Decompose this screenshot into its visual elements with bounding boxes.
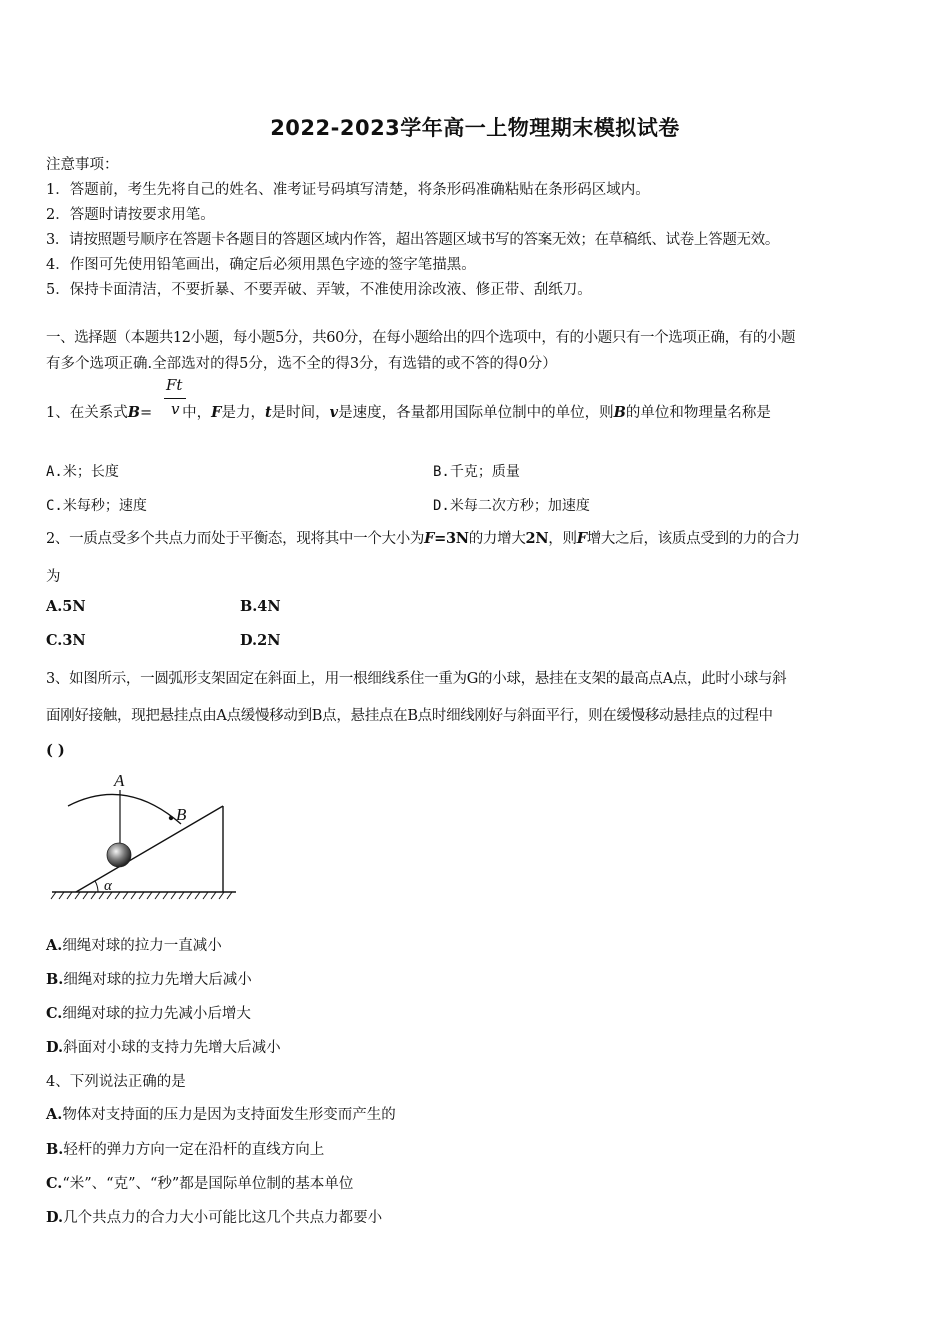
q1-var-t: t xyxy=(264,404,272,421)
q3-option-a[interactable]: A.细绳对球的拉力一直减小 xyxy=(46,937,222,954)
q2-option-b[interactable]: B.4N xyxy=(240,598,281,615)
point-b xyxy=(169,816,173,820)
q2-option-d[interactable]: D.2N xyxy=(240,632,281,649)
q2-var-f: F xyxy=(424,530,435,547)
q3-option-c[interactable]: C.细绳对球的拉力先减小后增大 xyxy=(46,1005,251,1022)
ball xyxy=(107,843,131,867)
q1-option-d[interactable]: D.米每二次方秒；加速度 xyxy=(433,498,590,514)
q1-suffix: 的单位和物理量名称是 xyxy=(625,405,771,421)
support-arc xyxy=(68,794,181,824)
notice-item-2: 2．答题时请按要求用笔。 xyxy=(46,207,215,223)
q4-option-c[interactable]: C.“米”、“克”、“秒”都是国际单位制的基本单位 xyxy=(46,1175,354,1192)
q1-var-b2: B xyxy=(613,404,626,421)
q2-stem-line2: 为 xyxy=(46,569,61,585)
q1-var-f: F xyxy=(211,404,222,421)
q2-text-a: 2、一质点受多个共点力而处于平衡态，现将其中一个大小为 xyxy=(46,531,425,547)
q1-var-v: v xyxy=(329,404,339,421)
q3-stem-line1: 3、如图所示，一圆弧形支架固定在斜面上，用一根细线系住一重为G的小球，悬挂在支架的最高点A点，此时小球与斜 xyxy=(46,671,787,687)
q4-stem: 4、下列说法正确的是 xyxy=(46,1074,186,1090)
label-alpha: α xyxy=(104,878,112,894)
q1-option-b[interactable]: B.千克；质量 xyxy=(433,464,520,480)
notice-item-4: 4．作图可先使用铅笔画出，确定后必须用黑色字迹的签字笔描黑。 xyxy=(46,257,476,273)
q1-mid1: 中， xyxy=(182,405,212,421)
section-heading-line2: 有多个选项正确.全部选对的得5分，选不全的得3分，有选错的或不答的得0分） xyxy=(46,356,557,372)
q1-stem xyxy=(46,401,771,422)
label-b: B xyxy=(176,805,187,824)
q3-figure xyxy=(46,766,246,906)
q1-mid2: 是力， xyxy=(221,405,265,421)
q3-option-b[interactable]: B.细绳对球的拉力先增大后减小 xyxy=(46,971,252,988)
label-a: A xyxy=(114,771,125,790)
notice-item-5: 5．保持卡面清洁，不要折暴、不要弄破、弄皱，不准使用涂改液、修正带、刮纸刀。 xyxy=(46,282,592,298)
q1-mid4: 是速度，各量都用国际单位制中的单位，则 xyxy=(338,405,614,421)
q4-option-a[interactable]: A.物体对支持面的压力是因为支持面发生形变而产生的 xyxy=(46,1106,396,1123)
q4-option-d[interactable]: D.几个共点力的合力大小可能比这几个共点力都要小 xyxy=(46,1209,383,1226)
q2-text-g: 增大之后，该质点受到的力的合力 xyxy=(586,531,800,547)
notice-heading: 注意事项： xyxy=(46,157,119,173)
q2-option-a[interactable]: A.5N xyxy=(46,598,86,615)
q2-var-f2: F xyxy=(576,530,587,547)
q2-option-c[interactable]: C.3N xyxy=(46,632,86,649)
notice-item-1: 1．答题前，考生先将自己的姓名、准考证号码填写清楚，将条形码准确粘贴在条形码区域内。 xyxy=(46,182,650,198)
section-heading-line1: 一、选择题（本题共12小题，每小题5分，共60分，在每小题给出的四个选项中，有的小题只有一个选项正确，有的小题 xyxy=(46,330,796,346)
q1-mid3: 是时间， xyxy=(271,405,330,421)
ground-hatch xyxy=(51,892,232,899)
q2-value-3n: =3N xyxy=(434,530,469,547)
incline-surface xyxy=(76,806,223,892)
q4-option-b[interactable]: B.轻杆的弹力方向一定在沿杆的直线方向上 xyxy=(46,1141,325,1158)
angle-arc xyxy=(95,881,98,892)
q1-fraction-denominator: v xyxy=(171,400,180,418)
notice-item-3: 3．请按照题号顺序在答题卡各题目的答题区域内作答，超出答题区域书写的答案无效；在草稿纸、试卷上答题无效。 xyxy=(46,232,780,248)
q1-option-a[interactable]: A.米；长度 xyxy=(46,464,119,480)
q1-fraction-numerator: Ft xyxy=(166,376,183,394)
q3-answer-blank: ( ) xyxy=(46,742,65,759)
q2-text-e: ，则 xyxy=(548,531,577,547)
q1-eq: = xyxy=(140,405,153,421)
q1-fraction-bar xyxy=(164,398,186,399)
q3-stem-line2: 面刚好接触，现把悬挂点由A点缓慢移动到B点，悬挂点在B点时细线刚好与斜面平行，则在缓慢移动悬挂点的过程中 xyxy=(46,708,773,724)
q1-prefix: 1、在关系式 xyxy=(46,405,128,421)
page-title: 2022-2023学年高一上物理期末模拟试卷 xyxy=(270,116,680,140)
q1-var-b: B xyxy=(127,404,140,421)
q3-option-d[interactable]: D.斜面对小球的支持力先增大后减小 xyxy=(46,1039,281,1056)
q2-text-c: 的力增大 xyxy=(468,531,526,547)
q1-option-c[interactable]: C.米每秒；速度 xyxy=(46,498,147,514)
q2-stem-line1 xyxy=(46,527,800,548)
q2-value-2n: 2N xyxy=(525,530,549,547)
